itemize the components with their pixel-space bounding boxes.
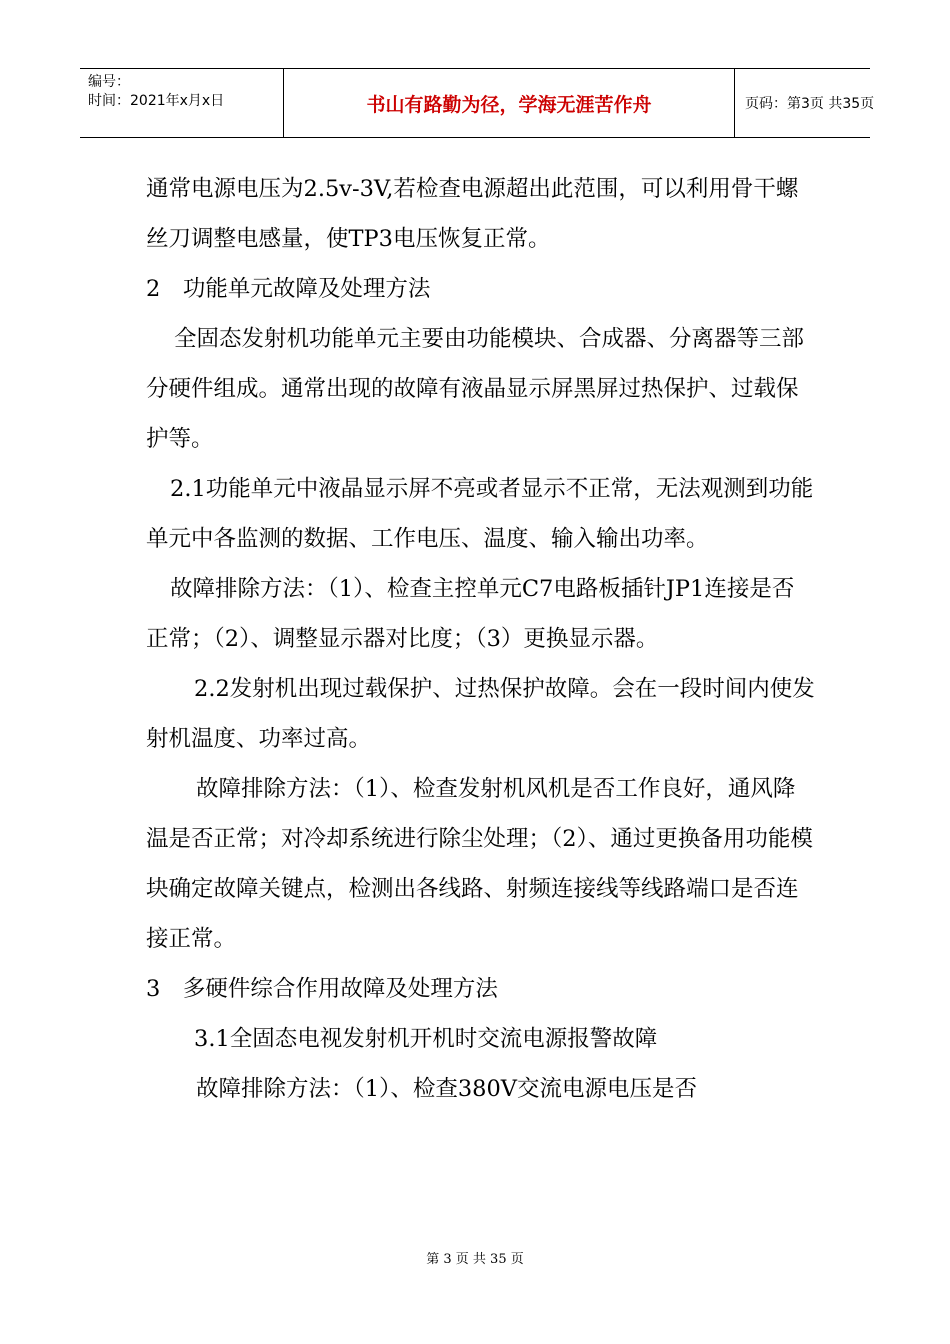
paragraph: 故障排除方法：（1）、检查主控单元C7电路板插针JP1连接是否正常；（2）、调整显示器对比度；（3）更换显示器。: [146, 576, 795, 652]
paragraph: 故障排除方法：（1）、检查发射机风机是否工作良好，通风降温是否正常；对冷却系统进行除尘处理；（2）、通过更换备用功能模块确定故障关键点，检测出各线路、射频连接线等线路端口是否连接正常。: [146, 776, 813, 952]
header-motto: 书山有路勤为径，学海无涯苦作舟: [283, 69, 735, 137]
section-heading: 2 功能单元故障及处理方法: [146, 276, 431, 302]
paragraph: 通常电源电压为2.5v-3V,若检查电源超出此范围，可以利用骨干螺丝刀调整电感量，使TP3电压恢复正常。: [146, 176, 799, 252]
page-footer: 第 3 页 共 35 页: [426, 1252, 524, 1267]
paragraph: 全固态发射机功能单元主要由功能模块、合成器、分离器等三部分硬件组成。通常出现的故障有液晶显示屏黑屏过热保护、过载保护等。: [146, 326, 805, 452]
header-page-info: 页码：第3页 共35页: [745, 96, 875, 112]
section-heading: 3 多硬件综合作用故障及处理方法: [146, 976, 498, 1002]
subsection-heading: 3.1全固态电视发射机开机时交流电源报警故障: [194, 1026, 658, 1052]
subsection-heading: 2.2发射机出现过载保护、过热保护故障。会在一段时间内使发射机温度、功率过高。: [146, 676, 815, 752]
document-body: [146, 164, 816, 1114]
document-time-label: 时间：2021年x月x日: [88, 93, 225, 109]
paragraph: 故障排除方法：（1）、检查380V交流电源电压是否: [196, 1076, 698, 1102]
subsection-heading: 2.1功能单元中液晶显示屏不亮或者显示不正常，无法观测到功能单元中各监测的数据、工作电压、温度、输入输出功率。: [146, 476, 814, 552]
header-meta: [80, 69, 283, 137]
document-number-label: 编号：: [88, 74, 130, 90]
page-header: [80, 68, 875, 138]
